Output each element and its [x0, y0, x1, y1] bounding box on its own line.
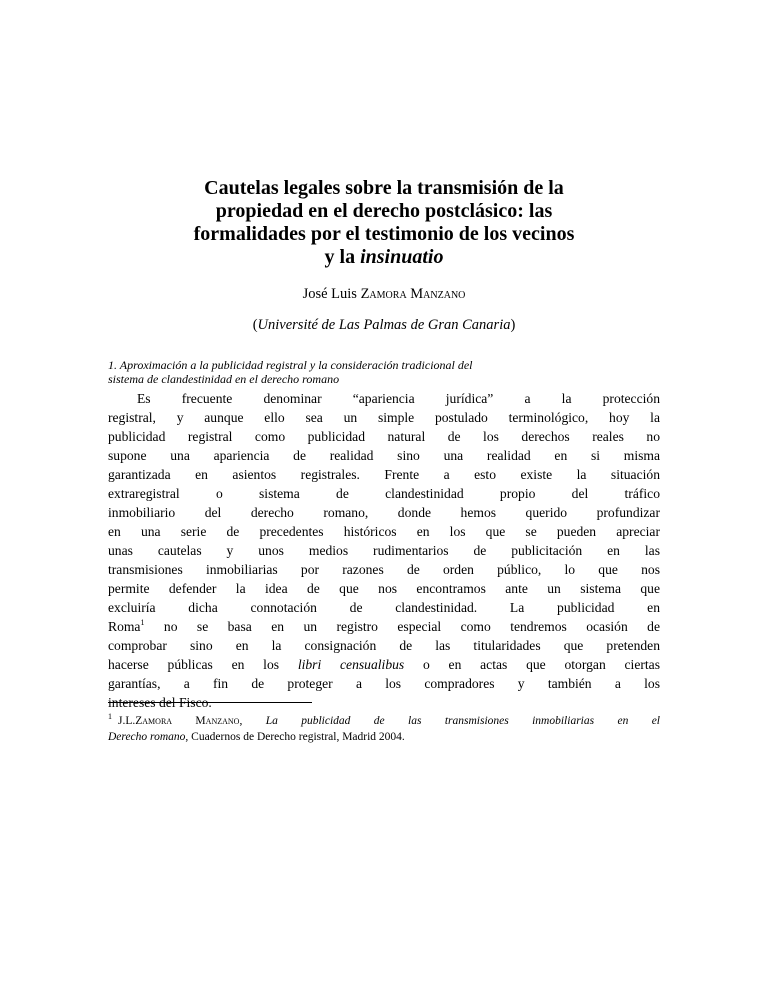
footnote: [108, 709, 660, 745]
paragraph-line: [108, 655, 660, 674]
author-given-name: José Luis: [302, 286, 357, 302]
paragraph-line: extraregistral o sistema de clandestinidad propio del tráfico: [108, 486, 660, 501]
paragraph-line: transmisiones inmobiliarias por razones de orden público, lo que nos: [108, 562, 660, 577]
paragraph-line: unas cautelas y unos medios rudimentarios de publicitación en las: [108, 543, 660, 558]
title-line: propiedad en el derecho postclásico: las: [215, 200, 553, 222]
footnote-line: [108, 709, 660, 729]
footnote-work-title: La publicidad de las transmisiones inmobiliarias en el: [265, 715, 661, 727]
footnote-marker: 1: [108, 712, 112, 721]
paragraph-text: hacerse públicas en los: [108, 657, 298, 672]
affiliation-open-paren: (: [252, 317, 258, 333]
author-affiliation: [108, 316, 660, 334]
paragraph-line: comprobar sino en la consignación de las titularidades que pretenden: [108, 638, 660, 653]
paragraph-line: en una serie de precedentes históricos en los que se pueden apreciar: [108, 524, 660, 539]
title-line: Cautelas legales sobre la transmisión de la: [204, 177, 564, 199]
paragraph-line: garantizada en asientos registrales. Frente a esto existe la situación: [108, 467, 660, 482]
paragraph-text: o en actas que otorgan ciertas: [404, 657, 660, 672]
author-surname: Zamora Manzano: [360, 286, 466, 302]
footnote-divider: [108, 702, 312, 703]
title-italic-term: insinuatio: [360, 246, 444, 268]
section-heading: [108, 358, 660, 386]
paragraph-line: Es frecuente denominar “apariencia jurídica” a la protección: [137, 391, 660, 406]
affiliation-close-paren: ): [510, 317, 516, 333]
author-name: [108, 285, 660, 303]
title-line: [108, 246, 660, 269]
paragraph-line: excluiría dicha connotación de clandestinidad. La publicidad en: [108, 600, 660, 615]
footnote-comma: ,: [239, 715, 266, 727]
paragraph-line: inmobiliario del derecho romano, donde hemos querido profundizar: [108, 505, 660, 520]
section-heading-line: 1. Aproximación a la publicidad registral y la consideración tradicional del: [108, 358, 473, 372]
footnote-line: [108, 729, 660, 745]
paragraph-line: permite defender la idea de que nos encontramos ante un sistema que: [108, 581, 660, 596]
footnote-reference[interactable]: 1: [140, 618, 145, 627]
body-paragraph: [108, 389, 660, 712]
footnote-author: J.L.Zamora Manzano: [118, 715, 240, 727]
paragraph-line: registral, y aunque ello sea un simple postulado terminológico, hoy la: [108, 410, 660, 425]
paragraph-line: publicidad registral como publicidad natural de los derechos reales no: [108, 429, 660, 444]
section-heading-line: sistema de clandestinidad en el derecho romano: [108, 372, 340, 386]
paragraph-line: intereses del Fisco.: [108, 695, 212, 710]
affiliation-name: Université de Las Palmas de Gran Canaria: [257, 317, 511, 333]
paragraph-line: supone una apariencia de realidad sino una realidad en si misma: [108, 448, 660, 463]
paragraph-line: [108, 617, 660, 636]
article-title: [108, 177, 660, 269]
footnote-work-title: Derecho romano: [108, 731, 186, 743]
title-line-prefix: y la: [324, 246, 361, 268]
paragraph-text: Roma: [108, 619, 141, 634]
footnote-publication: , Cuadernos de Derecho registral, Madrid 2004.: [185, 731, 405, 743]
paragraph-text: no se basa en un registro especial como tendremos ocasión de: [144, 619, 660, 634]
title-line: formalidades por el testimonio de los vecinos: [193, 223, 575, 245]
latin-term: libri censualibus: [297, 657, 405, 672]
paragraph-line: garantías, a fin de proteger a los compradores y también a los: [108, 676, 660, 691]
